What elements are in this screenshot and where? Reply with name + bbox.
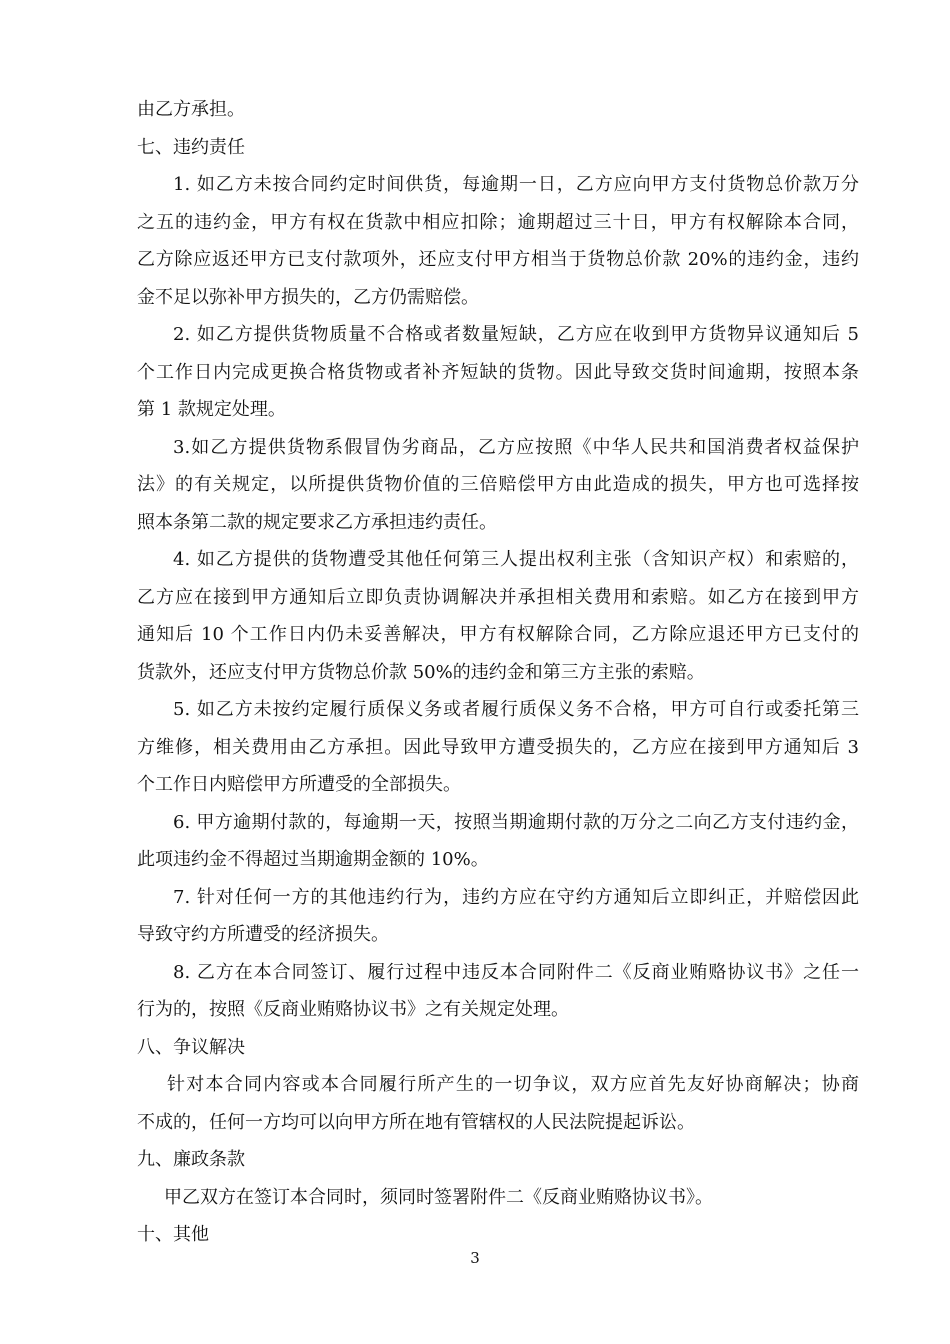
clause-3-line: 法》的有关规定，以所提供货物价值的三倍赔偿甲方由此造成的损失，甲方也可选择按 — [137, 474, 859, 495]
clause-2-line: 第 1 款规定处理。 — [137, 399, 286, 420]
dispute-clause-line: 不成的，任何一方均可以向甲方所在地有管辖权的人民法院提起诉讼。 — [137, 1111, 695, 1133]
clause-1-line: 1. 如乙方未按合同约定时间供货，每逾期一日，乙方应向甲方支付货物总价款万分 — [173, 174, 859, 195]
clause-4-line: 通知后 10 个工作日内仍未妥善解决，甲方有权解除合同，乙方除应退还甲方已支付的 — [137, 624, 859, 645]
clause-4-line: 货款外，还应支付甲方货物总价款 50%的违约金和第三方主张的索赔。 — [137, 661, 705, 683]
clause-6-line: 此项违约金不得超过当期逾期金额的 10%。 — [137, 849, 489, 870]
clause-7-line: 导致守约方所遭受的经济损失。 — [137, 924, 389, 945]
clause-5-line: 方维修，相关费用由乙方承担。因此导致甲方遭受损失的，乙方应在接到甲方通知后 3 — [137, 736, 859, 758]
clause-2-line: 2. 如乙方提供货物质量不合格或者数量短缺，乙方应在收到甲方货物异议通知后 5 — [173, 324, 859, 345]
section-heading-integrity: 九、廉政条款 — [137, 1149, 245, 1170]
paragraph-tail: 由乙方承担。 — [137, 99, 245, 120]
clause-5-line: 个工作日内赔偿甲方所遭受的全部损失。 — [137, 774, 461, 795]
section-heading-breach-liability: 七、违约责任 — [137, 136, 245, 158]
section-heading-other: 十、其他 — [137, 1224, 209, 1245]
clause-1-line: 金不足以弥补甲方损失的，乙方仍需赔偿。 — [137, 286, 479, 308]
clause-6-line: 6. 甲方逾期付款的，每逾期一天，按照当期逾期付款的万分之二向乙方支付违约金， — [173, 811, 859, 833]
clause-7-line: 7. 针对任何一方的其他违约行为，违约方应在守约方通知后立即纠正，并赔偿因此 — [173, 886, 859, 908]
contract-body — [137, 91, 859, 1254]
clause-8-line: 8. 乙方在本合同签订、履行过程中违反本合同附件二《反商业贿赂协议书》之任一 — [173, 961, 859, 983]
integrity-clause-line: 甲乙双方在签订本合同时，须同时签署附件二《反商业贿赂协议书》。 — [164, 1186, 713, 1208]
clause-4-line: 4. 如乙方提供的货物遭受其他任何第三人提出权利主张（含知识产权）和索赔的， — [173, 549, 859, 570]
clause-5-line: 5. 如乙方未按约定履行质保义务或者履行质保义务不合格，甲方可自行或委托第三 — [173, 699, 859, 720]
clause-1-line: 乙方除应返还甲方已支付款项外，还应支付甲方相当于货物总价款 20%的违约金，违约 — [137, 249, 859, 270]
clause-1-line: 之五的违约金，甲方有权在货款中相应扣除；逾期超过三十日，甲方有权解除本合同， — [137, 211, 859, 233]
clause-3-line: 照本条第二款的规定要求乙方承担违约责任。 — [137, 511, 497, 533]
page-number: 3 — [470, 1249, 480, 1267]
clause-3-line: 3.如乙方提供货物系假冒伪劣商品，乙方应按照《中华人民共和国消费者权益保护 — [173, 436, 859, 458]
clause-4-line: 乙方应在接到甲方通知后立即负责协调解决并承担相关费用和索赔。如乙方在接到甲方 — [137, 586, 859, 608]
clause-2-line: 个工作日内完成更换合格货物或者补齐短缺的货物。因此导致交货时间逾期，按照本条 — [137, 361, 859, 383]
clause-8-line: 行为的，按照《反商业贿赂协议书》之有关规定处理。 — [137, 999, 569, 1020]
section-heading-dispute-resolution: 八、争议解决 — [137, 1036, 245, 1058]
dispute-clause-line: 针对本合同内容或本合同履行所产生的一切争议，双方应首先友好协商解决；协商 — [167, 1074, 859, 1095]
